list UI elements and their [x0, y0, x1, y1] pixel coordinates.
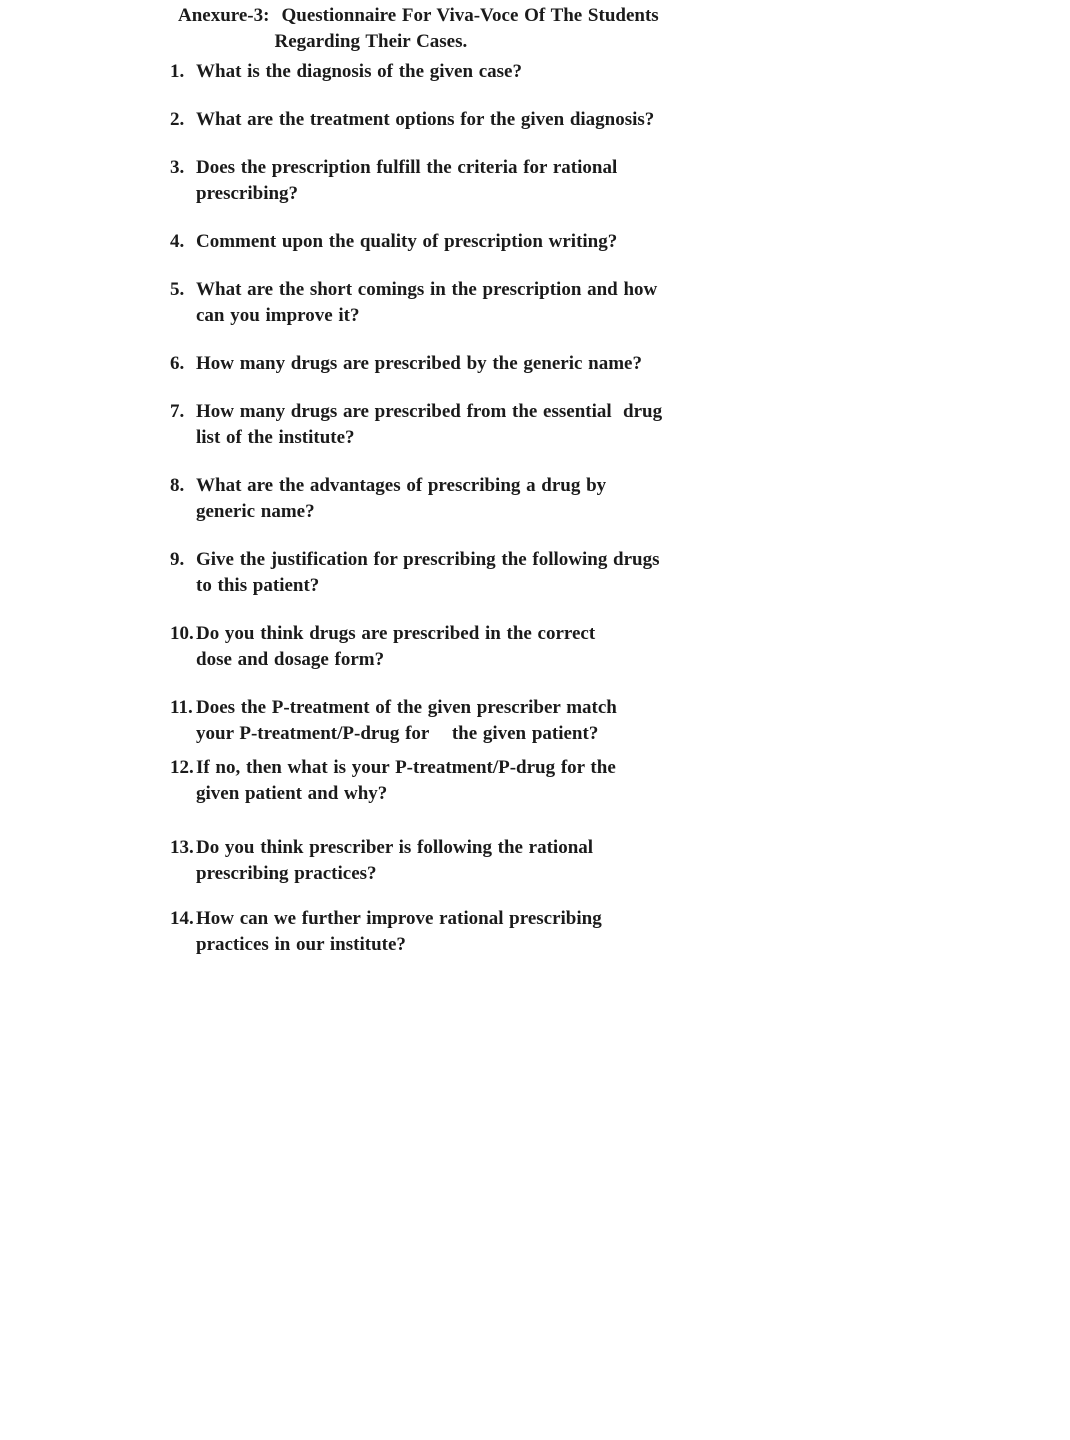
question-line: to this patient?	[196, 575, 320, 596]
question-number: 9.	[170, 549, 185, 570]
document-content	[170, 3, 790, 958]
question-item-1	[170, 59, 790, 85]
question-line: What are the advantages of prescribing a drug by	[196, 475, 607, 496]
question-item-5	[170, 277, 790, 329]
question-number: 3.	[170, 157, 185, 178]
question-line: can you improve it?	[196, 305, 360, 326]
document-heading	[170, 3, 790, 55]
question-text	[196, 229, 790, 255]
question-item-2	[170, 107, 790, 133]
question-line: What are the short comings in the prescription and how	[196, 279, 658, 300]
question-line: Give the justification for prescribing the following drugs	[196, 549, 660, 570]
question-text	[196, 906, 790, 958]
question-item-12	[170, 755, 790, 807]
question-line: prescribing practices?	[196, 863, 377, 884]
question-line: your P-treatment/P-drug for the given patient?	[196, 723, 599, 744]
question-line: given patient and why?	[196, 783, 388, 804]
question-item-4	[170, 229, 790, 255]
question-text	[196, 399, 790, 451]
question-text	[196, 621, 790, 673]
question-text	[196, 755, 790, 807]
question-line: Does the P-treatment of the given prescriber match	[196, 697, 617, 718]
question-number: 13.	[170, 837, 194, 858]
question-line: What is the diagnosis of the given case?	[196, 61, 522, 82]
question-text	[196, 695, 790, 747]
document-title	[274, 3, 659, 55]
question-number: 2.	[170, 109, 185, 130]
question-text	[196, 59, 790, 85]
question-line: How many drugs are prescribed from the essential drug	[196, 401, 663, 422]
question-text	[196, 107, 790, 133]
question-line: How many drugs are prescribed by the generic name?	[196, 353, 642, 374]
question-line: list of the institute?	[196, 427, 355, 448]
question-line: dose and dosage form?	[196, 649, 385, 670]
question-item-7	[170, 399, 790, 451]
question-text	[196, 155, 790, 207]
question-item-10	[170, 621, 790, 673]
question-number: 11.	[170, 697, 193, 718]
question-line: Do you think prescriber is following the rational	[196, 837, 594, 858]
question-line: prescribing?	[196, 183, 299, 204]
question-text	[196, 547, 790, 599]
question-item-14	[170, 906, 790, 958]
question-line: practices in our institute?	[196, 934, 406, 955]
question-item-6	[170, 351, 790, 377]
question-item-11	[170, 695, 790, 747]
question-line: Do you think drugs are prescribed in the correct	[196, 623, 596, 644]
question-item-13	[170, 835, 790, 887]
question-number: 4.	[170, 231, 185, 252]
question-number: 7.	[170, 401, 185, 422]
question-number: 14.	[170, 908, 194, 929]
question-text	[196, 351, 790, 377]
document-title-line-2: Regarding Their Cases.	[274, 31, 468, 52]
question-line: How can we further improve rational prescribing	[196, 908, 602, 929]
question-item-9	[170, 547, 790, 599]
question-line: What are the treatment options for the given diagnosis?	[196, 109, 655, 130]
question-text	[196, 835, 790, 887]
question-line: generic name?	[196, 501, 315, 522]
question-line: Comment upon the quality of prescription writing?	[196, 231, 618, 252]
annexure-label: Anexure-3:	[178, 5, 270, 26]
question-number: 8.	[170, 475, 185, 496]
question-text	[196, 277, 790, 329]
question-text	[196, 473, 790, 525]
question-number: 10.	[170, 623, 194, 644]
question-line: If no, then what is your P-treatment/P-drug for the	[196, 757, 616, 778]
document-title-line-1: Questionnaire For Viva-Voce Of The Students	[281, 5, 659, 26]
question-number: 5.	[170, 279, 185, 300]
question-number: 12.	[170, 757, 194, 778]
question-item-3	[170, 155, 790, 207]
question-number: 1.	[170, 61, 185, 82]
question-item-8	[170, 473, 790, 525]
question-number: 6.	[170, 353, 185, 374]
question-line: Does the prescription fulfill the criteria for rational	[196, 157, 618, 178]
